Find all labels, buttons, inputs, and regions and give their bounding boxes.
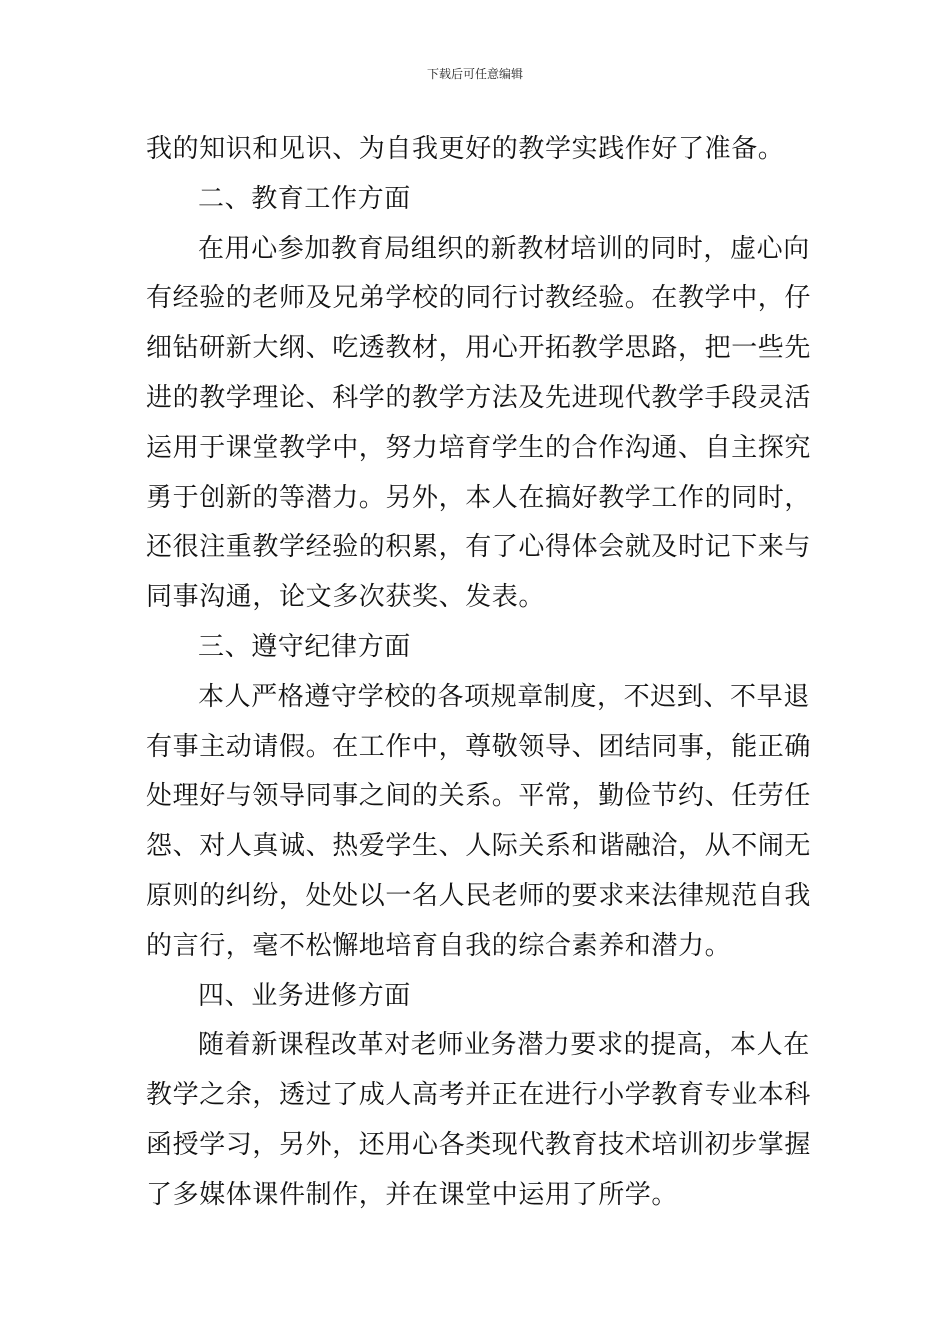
document-body <box>146 125 812 1221</box>
body-line: 细钻研新大纲、吃透教材，用心开拓教学思路，把一些先 <box>146 333 812 364</box>
body-line: 怨、对人真诚、热爱学生、人际关系和谐融洽，从不闹无 <box>146 831 812 862</box>
body-line: 有经验的老师及兄弟学校的同行讨教经验。在教学中，仔 <box>146 283 812 314</box>
section-heading-discipline: 三、遵守纪律方面 <box>198 631 411 662</box>
body-line: 勇于创新的等潜力。另外，本人在搞好教学工作的同时， <box>146 482 812 513</box>
page-header-note: 下载后可任意编辑 <box>426 67 523 81</box>
body-line: 处理好与领导同事之间的关系。平常，勤俭节约、任劳任 <box>146 781 812 812</box>
body-line: 还很注重教学经验的积累，有了心得体会就及时记下来与 <box>146 532 812 563</box>
body-line: 在用心参加教育局组织的新教材培训的同时，虚心向 <box>198 233 810 264</box>
body-line: 教学之余，透过了成人高考并正在进行小学教育专业本科 <box>146 1080 812 1111</box>
body-line: 随着新课程改革对老师业务潜力要求的提高，本人在 <box>198 1030 810 1061</box>
body-line: 有事主动请假。在工作中，尊敬领导、团结同事，能正确 <box>146 731 812 762</box>
body-line: 原则的纠纷，处处以一名人民老师的要求来法律规范自我 <box>146 880 812 911</box>
body-line: 进的教学理论、科学的教学方法及先进现代教学手段灵活 <box>146 382 812 413</box>
body-line: 的言行，毫不松懈地培育自我的综合素养和潜力。 <box>146 930 732 961</box>
body-line: 本人严格遵守学校的各项规章制度，不迟到、不早退 <box>198 681 810 712</box>
body-line: 同事沟通，论文多次获奖、发表。 <box>146 582 546 613</box>
section-heading-education-work: 二、教育工作方面 <box>198 183 411 214</box>
body-line: 运用于课堂教学中，努力培育学生的合作沟通、自主探究 <box>146 432 812 463</box>
body-line: 了多媒体课件制作，并在课堂中运用了所学。 <box>146 1179 679 1210</box>
section-heading-professional-development: 四、业务进修方面 <box>198 980 411 1011</box>
body-line: 我的知识和见识、为自我更好的教学实践作好了准备。 <box>146 134 785 164</box>
body-line: 函授学习，另外，还用心各类现代教育技术培训初步掌握 <box>146 1129 812 1160</box>
